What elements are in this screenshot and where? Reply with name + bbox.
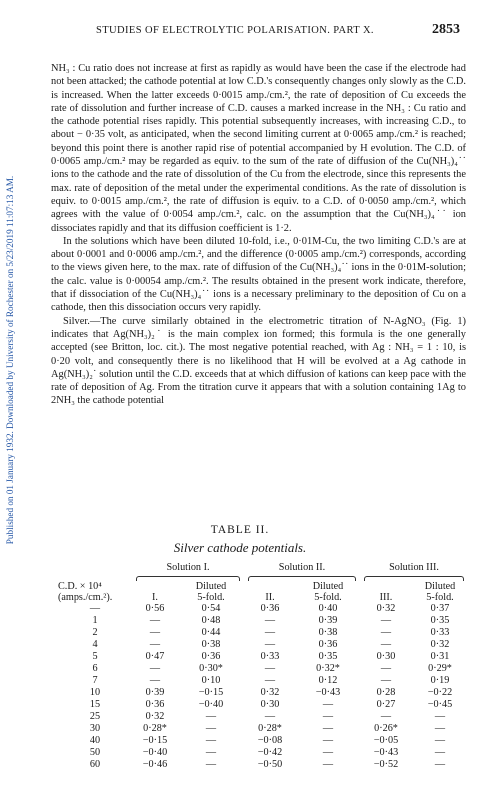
potential-cell: 0·28* [258,723,282,734]
potential-cell: −0·43 [315,687,341,698]
potential-cell: — [434,747,446,758]
potential-cell: — [205,711,217,722]
potential-cell: — [434,759,446,770]
potential-cell: — [380,615,392,626]
current-density-cell: 30 [89,723,101,734]
potential-cell: — [380,639,392,650]
potential-cell: 0·44 [201,627,221,638]
column-header [132,581,178,592]
current-density-cell: 10 [89,687,101,698]
table-row [58,711,468,723]
potential-cell: 0·29* [428,663,452,674]
potential-cell: 0·36 [145,699,165,710]
paragraph: NH₃ : Cu ratio does not increase at first as rapidly as would have been the case if the electrode had not been attacked; the cathode potential at low C.D.'s consequently changes only slowly as the C.D. is increased. When the latter exceeds 0·0015 amp./cm.², the rate of deposition of Cu exceeds the rate of dissolution and further increase of C.D. causes a marked increase in the NH₃ : Cu ratio and the cathode potential rises rapidly. This potential subsequently increases, with increasing C.D., to about − 0·35 volt, as anticipated, when the second limiting current at 0·0065 amp./cm.² is reached; beyond this point there is another rapid rise of potential accompanied by H evolution. The C.D. of 0·0065 amp./cm.² may be regarded as equiv. to the sum of the rate of diffusion of the Cu(NH₃)₄˙˙ ions to the cathode and the rate of dissolution of the Cu from the electrode, since this represents the max. rate of deposition of the metal under the experimental conditions. As the rate of dissolution is equiv. to 0·0015 amp./cm.², the rate of diffusion is equiv. to a C.D. of 0·0050 amp./cm.², which agrees with the value of 0·0054 amp./cm.², calc. on the assumption that the Cu(NH₃)₄˙˙ ion dissociates rapidly and that its diffusion coefficient is 1·2. [51,63,466,234]
table-row [58,735,468,747]
current-density-cell: 2 [92,627,98,638]
potential-cell: 0·56 [145,603,165,614]
potential-cell: 0·33 [260,651,280,662]
potential-cell: 0·36 [201,651,221,662]
potential-cell: 0·28* [143,723,167,734]
table-row [58,651,468,663]
potential-cell: — [434,723,446,734]
group-brace [364,576,464,581]
potential-cell: −0·15 [142,735,168,746]
column-header-row-bottom [58,592,468,603]
potential-cell: −0·08 [257,735,283,746]
column-header-row-top [58,581,468,592]
potential-cell: −0·22 [427,687,453,698]
potential-cell: — [380,711,392,722]
potential-cell: — [322,711,334,722]
current-density-cell: 4 [92,639,98,650]
potential-cell: — [264,711,276,722]
table-row [58,687,468,699]
potential-cell: — [322,723,334,734]
group-brace [248,576,356,581]
column-header: I. [152,592,158,603]
column-header: Diluted [312,581,344,592]
potential-cell: 0·31 [430,651,450,662]
potential-cell: 0·30 [260,699,280,710]
current-density-cell: 6 [92,663,98,674]
potential-cell: 0·32 [376,603,396,614]
potential-cell: 0·33 [430,627,450,638]
running-head-title: STUDIES OF ELECTROLYTIC POLARISATION. PART X. [96,25,374,36]
potential-cell: — [322,699,334,710]
table-row [58,663,468,675]
potential-cell: — [434,711,446,722]
potential-cell: 0·12 [318,675,338,686]
potential-cell: — [434,735,446,746]
potential-cell: −0·43 [373,747,399,758]
potential-cell: 0·39 [145,687,165,698]
table-row [58,759,468,771]
column-header: Diluted [424,581,456,592]
potential-cell: 0·36 [260,603,280,614]
potential-cell: — [380,675,392,686]
potential-cell: — [322,735,334,746]
potential-cell: −0·46 [142,759,168,770]
potential-cell: −0·42 [257,747,283,758]
potential-cell: −0·40 [142,747,168,758]
table-row [58,675,468,687]
sidebar-note-text: Published on 01 January 1932. Downloaded by University of Rochester on 5/23/2019 11:07:13 AM. [5,175,15,545]
potential-cell: — [205,747,217,758]
potential-cell: — [205,759,217,770]
table-body [58,603,468,771]
potential-cell: 0·35 [318,651,338,662]
current-density-cell: 50 [89,747,101,758]
potential-cell: 0·30 [376,651,396,662]
potential-cell: −0·15 [198,687,224,698]
current-density-cell: 40 [89,735,101,746]
potential-cell: — [264,615,276,626]
potential-cell: — [264,663,276,674]
potential-cell: — [380,627,392,638]
paragraph: In the solutions which have been diluted 10-fold, i.e., 0·01M-Cu, the two limiting C.D.'s are at about 0·0001 and 0·0006 amp./cm.², and the difference (0·0005 amp./cm.²) corresponds, according to the views given here, to the max. rate of diffusion of the Cu(NH₃)₄˙˙ ions in the 0·01M-solution; the calc. value is 0·00054 amp./cm.². The results obtained in the present work indicate, therefore, that if dissociation of the Cu(NH₃)₄˙˙ ions is a necessary preliminary to the deposition of Cu on a cathode, then this dissociation occurs very rapidly. [51,235,466,314]
potential-cell: — [205,735,217,746]
column-header: Diluted [195,581,227,592]
potential-cell: — [264,639,276,650]
potential-cell: 0·26* [374,723,398,734]
table-row [58,639,468,651]
current-density-cell: 5 [92,651,98,662]
paragraph: Silver.—The curve similarly obtained in the electrometric titration of N-AgNO₃ (Fig. 1) indicates that Ag(NH₃)₂˙ is the main complex ion formed; this formula is the one generally accepted (see Britton, loc. cit.). The most negative potential reached, with Ag : NH₃ = 1 : 10, is 0·20 volt, and consequently there is no likelihood that H will be evolved at a Ag cathode in Ag(NH₃)₂˙ solution until the C.D. exceeds that at which diffusion of kations can keep pace with the rate of deposition of Ag. From the titration curve it appears that with a solution containing 1Ag to 2NH₃ the cathode potential [51,315,466,407]
potential-cell: — [322,759,334,770]
current-density-cell: — [89,603,101,614]
potential-cell: 0·38 [201,639,221,650]
column-header [244,581,296,592]
potential-cell: 0·27 [376,699,396,710]
potential-cell: 0·28 [376,687,396,698]
potential-cell: −0·50 [257,759,283,770]
table-row [58,603,468,615]
group-brace [136,576,240,581]
silver-potentials-table [58,561,468,771]
potential-cell: 0·36 [318,639,338,650]
table-row [58,723,468,735]
column-header [360,581,412,592]
potential-cell: — [264,627,276,638]
running-head [40,22,460,42]
potential-cell: — [205,723,217,734]
potential-cell: — [149,615,161,626]
column-header: III. [379,592,393,603]
potential-cell: — [380,663,392,674]
potential-cell: 0·39 [318,615,338,626]
group-header: Solution III. [389,562,439,573]
table-row [58,699,468,711]
potential-cell: 0·48 [201,615,221,626]
potential-cell: 0·30* [199,663,223,674]
potential-cell: −0·52 [373,759,399,770]
group-header: Solution I. [166,562,210,573]
column-header: 5-fold. [197,592,225,603]
potential-cell: −0·45 [427,699,453,710]
table-row [58,615,468,627]
column-header: 5-fold. [314,592,342,603]
potential-cell: 0·38 [318,627,338,638]
current-density-cell: 25 [89,711,101,722]
current-density-cell: 60 [89,759,101,770]
potential-cell: 0·47 [145,651,165,662]
column-header: 5-fold. [426,592,454,603]
potential-cell: — [149,627,161,638]
column-header: (amps./cm.²). [58,592,113,603]
potential-cell: 0·32 [430,639,450,650]
potential-cell: 0·37 [430,603,450,614]
potential-cell: — [149,639,161,650]
table-group-header-row [58,561,468,575]
publication-sidebar-note [2,60,18,660]
body-text [51,62,466,408]
potential-cell: 0·10 [201,675,221,686]
potential-cell: −0·05 [373,735,399,746]
table-title: TABLE II. [210,524,270,536]
potential-cell: 0·54 [201,603,221,614]
current-density-cell: 7 [92,675,98,686]
column-header: C.D. × 10⁴ [58,581,102,592]
potential-cell: 0·32 [145,711,165,722]
potential-cell: 0·35 [430,615,450,626]
column-header: II. [265,592,275,603]
group-header: Solution II. [278,562,326,573]
potential-cell: — [149,663,161,674]
current-density-cell: 15 [89,699,101,710]
potential-cell: — [149,675,161,686]
potential-cell: 0·19 [430,675,450,686]
table-subtitle: Silver cathode potentials. [173,540,307,555]
potential-cell: −0·40 [198,699,224,710]
potential-cell: 0·32* [316,663,340,674]
potential-cell: — [322,747,334,758]
page-number: 2853 [432,22,460,37]
potential-cell: 0·40 [318,603,338,614]
table-row [58,627,468,639]
table-row [58,747,468,759]
potential-cell: 0·32 [260,687,280,698]
current-density-cell: 1 [92,615,98,626]
potential-cell: — [264,675,276,686]
